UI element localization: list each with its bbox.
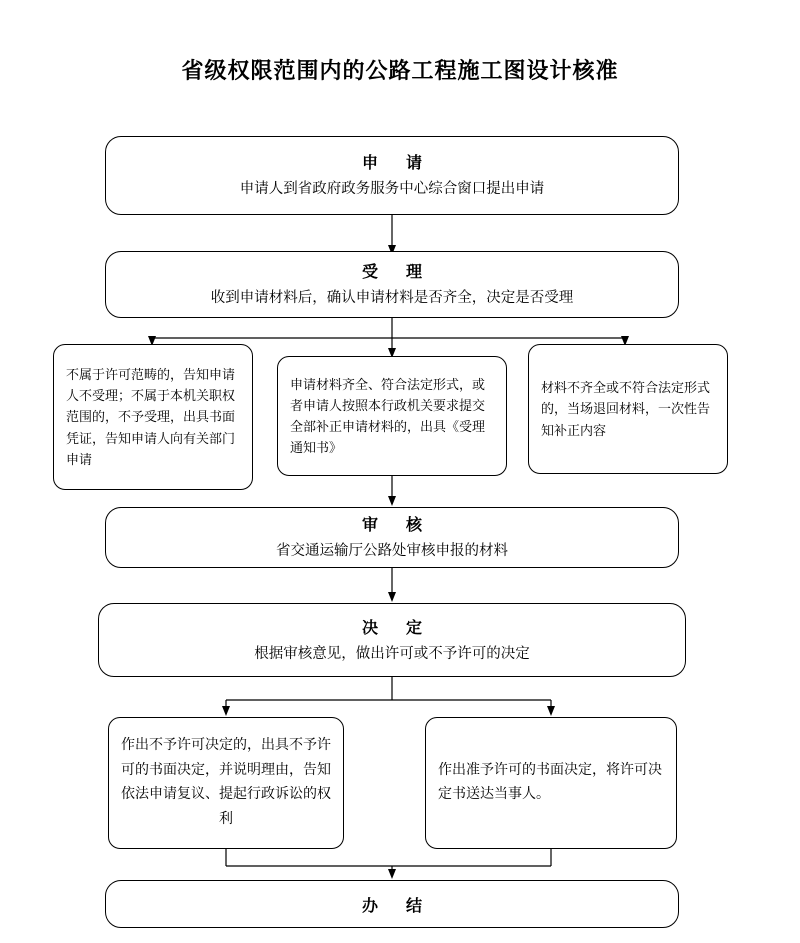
node-result-left bbox=[108, 717, 344, 849]
node-branch-right bbox=[528, 344, 728, 474]
node-result-left-text: 作出不予许可决定的，出具不予许可的书面决定，并说明理由，告知依法申请复议、提起行政诉讼的权利 bbox=[121, 738, 331, 827]
node-review-head: 审 核 bbox=[361, 517, 428, 535]
node-branch-left-text: 不属于许可范畴的，告知申请人不受理；不属于本机关职权范围的，不予受理，出具书面凭证，告知申请人向有关部门申请 bbox=[66, 367, 236, 467]
node-branch-left bbox=[53, 344, 253, 490]
node-finish bbox=[105, 880, 679, 928]
page-title: 省级权限范围内的公路工程施工图设计核准 bbox=[181, 58, 619, 83]
node-branch-mid bbox=[277, 356, 507, 476]
node-result-right bbox=[425, 717, 677, 849]
node-review-body: 省交通运输厅公路处审核申报的材料 bbox=[276, 543, 508, 560]
node-decide bbox=[98, 603, 686, 677]
node-finish-head: 办 结 bbox=[361, 897, 428, 915]
node-review bbox=[105, 507, 679, 568]
node-accept-body: 收到申请材料后，确认申请材料是否齐全，决定是否受理 bbox=[210, 290, 574, 307]
node-apply-head: 申 请 bbox=[361, 155, 428, 173]
node-branch-mid-text: 申请材料齐全、符合法定形式，或者申请人按照本行政机关要求提交全部补正申请材料的，出具《受理通知书》 bbox=[290, 376, 486, 456]
node-accept-head: 受 理 bbox=[361, 264, 428, 282]
node-apply-body: 申请人到省政府政务服务中心综合窗口提出申请 bbox=[239, 181, 545, 198]
node-accept bbox=[105, 251, 679, 318]
node-decide-head: 决 定 bbox=[361, 619, 428, 637]
node-apply bbox=[105, 136, 679, 215]
node-decide-body: 根据审核意见，做出许可或不予许可的决定 bbox=[254, 645, 530, 662]
node-result-right-text: 作出准予许可的书面决定，将许可决定书送达当事人。 bbox=[438, 762, 662, 802]
node-branch-right-text: 材料不齐全或不符合法定形式的，当场退回材料，一次性告知补正内容 bbox=[541, 380, 711, 438]
